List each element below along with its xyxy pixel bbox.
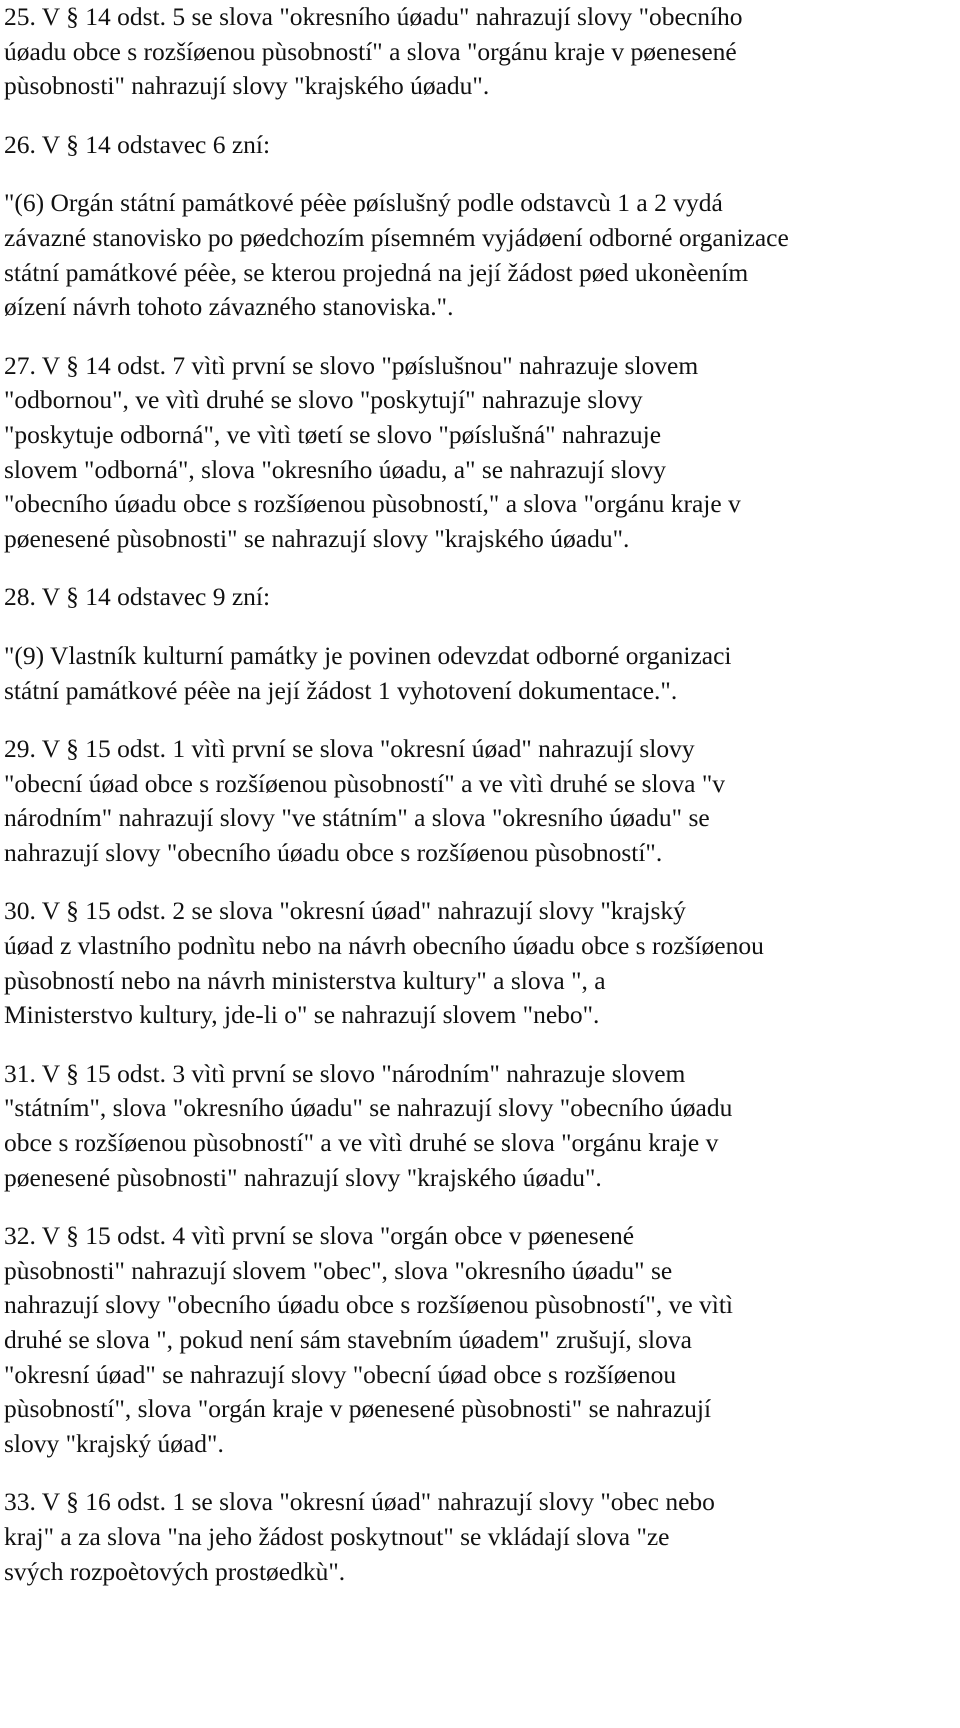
text-line: 27. V § 14 odst. 7 vìtì první se slovo "pøíslušnou" nahrazuje slovem — [4, 350, 699, 380]
text-line: pøenesené pùsobnosti" se nahrazují slovy "krajského úøadu". — [4, 523, 630, 553]
text-line: "poskytuje odborná", ve vìtì tøetí se slovo "pøíslušná" nahrazuje — [4, 419, 662, 449]
text-line: závazné stanovisko po pøedchozím písemném vyjádøení odborné organizace — [4, 222, 789, 252]
text-line: Ministerstvo kultury, jde-li o" se nahrazují slovem "nebo". — [4, 1000, 600, 1030]
text-line: státní památkové péèe na její žádost 1 vyhotovení dokumentace.". — [4, 675, 678, 705]
text-line: národním" nahrazují slovy "ve státním" a slova "okresního úøadu" se — [4, 803, 710, 833]
text-line: státní památkové péèe, se kterou projedná na její žádost pøed ukonèením — [4, 257, 749, 287]
text-line: úøadu obce s rozšíøenou pùsobností" a slova "orgánu kraje v pøenesené — [4, 36, 737, 66]
amendment-paragraph — [4, 1057, 956, 1195]
text-line: slovy "krajský úøad". — [4, 1428, 224, 1458]
text-line: druhé se slova ", pokud není sám stavebním úøadem" zrušují, slova — [4, 1325, 692, 1354]
amendment-paragraph — [4, 639, 956, 708]
text-line: øízení návrh tohoto závazného stanoviska.". — [4, 292, 454, 322]
amendment-paragraph — [4, 186, 956, 324]
text-line: "(6) Orgán státní památkové péèe pøíslušný podle odstavcù 1 a 2 vydá — [4, 188, 723, 218]
text-line: slovem "odborná", slova "okresního úøadu, a" se nahrazují slovy — [4, 454, 667, 484]
amendment-paragraph — [4, 1485, 956, 1589]
document-page — [4, 0, 956, 1613]
text-line: úøad z vlastního podnìtu nebo na návrh obecního úøadu obce s rozšíøenou — [4, 931, 764, 961]
text-line: nahrazují slovy "obecního úøadu obce s rozšíøenou pùsobností". — [4, 837, 663, 867]
text-line: kraj" a za slova "na jeho žádost poskytnout" se vkládají slova "ze — [4, 1521, 670, 1551]
text-line: 30. V § 15 odst. 2 se slova "okresní úøad" nahrazují slovy "krajský — [4, 896, 686, 926]
amendment-paragraph — [4, 894, 956, 1032]
text-line: pùsobnosti" nahrazují slovem "obec", slova "okresního úøadu" se — [4, 1255, 673, 1285]
text-line: 32. V § 15 odst. 4 vìtì první se slova "orgán obce v pøenesené — [4, 1221, 635, 1251]
text-line: 31. V § 15 odst. 3 vìtì první se slovo "národním" nahrazuje slovem — [4, 1058, 686, 1088]
amendment-paragraph — [4, 349, 956, 557]
text-line: 28. V § 14 odstavec 9 zní: — [4, 582, 271, 612]
text-line: 29. V § 15 odst. 1 vìtì první se slova "okresní úøad" nahrazují slovy — [4, 734, 695, 764]
text-line: svých rozpoètových prostøedkù". — [4, 1556, 346, 1586]
amendment-paragraph — [4, 732, 956, 870]
text-line: pùsobnosti" nahrazují slovy "krajského úøadu". — [4, 71, 490, 101]
text-line: "obecního úøadu obce s rozšíøenou pùsobností," a slova "orgánu kraje v — [4, 489, 741, 519]
text-line: pøenesené pùsobnosti" nahrazují slovy "krajského úøadu". — [4, 1162, 602, 1192]
text-line: "státním", slova "okresního úøadu" se nahrazují slovy "obecního úøadu — [4, 1093, 733, 1123]
text-line: pùsobností nebo na návrh ministerstva kultury" a slova ", a — [4, 965, 606, 995]
amendment-paragraph — [4, 0, 956, 104]
text-line: "obecní úøad obce s rozšíøenou pùsobností" a ve vìtì druhé se slova "v — [4, 768, 725, 798]
text-line: "okresní úøad" se nahrazují slovy "obecní úøad obce s rozšíøenou — [4, 1359, 677, 1389]
text-line: 26. V § 14 odstavec 6 zní: — [4, 129, 271, 159]
text-line: "odbornou", ve vìtì druhé se slovo "poskytují" nahrazuje slovy — [4, 385, 643, 415]
text-line: pùsobností", slova "orgán kraje v pøenesené pùsobnosti" se nahrazují — [4, 1394, 712, 1424]
text-line: obce s rozšíøenou pùsobností" a ve vìtì druhé se slova "orgánu kraje v — [4, 1128, 719, 1158]
text-line: nahrazují slovy "obecního úøadu obce s rozšíøenou pùsobností", ve vìtì — [4, 1290, 734, 1320]
amendment-paragraph — [4, 580, 956, 615]
text-line: 25. V § 14 odst. 5 se slova "okresního úøadu" nahrazují slovy "obecního — [4, 2, 743, 31]
text-line: "(9) Vlastník kulturní památky je povinen odevzdat odborné organizaci — [4, 640, 732, 670]
text-line: 33. V § 16 odst. 1 se slova "okresní úøad" nahrazují slovy "obec nebo — [4, 1487, 715, 1517]
amendment-paragraph — [4, 1219, 956, 1461]
amendment-paragraph — [4, 128, 956, 163]
